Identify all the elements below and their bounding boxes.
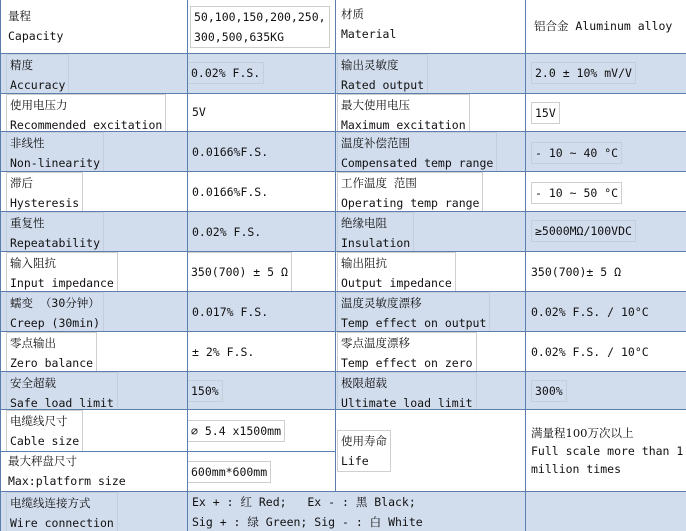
label-en: Accuracy bbox=[10, 78, 66, 92]
label-en: Cable size bbox=[10, 434, 80, 448]
label-en: Life bbox=[341, 454, 369, 468]
label-box bbox=[337, 292, 490, 331]
spec-row-accuracy bbox=[0, 54, 686, 94]
label-en: Insulation bbox=[341, 236, 411, 250]
value-cell bbox=[187, 252, 335, 291]
value-cell bbox=[525, 292, 686, 331]
label-en: Material bbox=[341, 27, 397, 41]
label-cn: 最大秤盘尺寸 bbox=[8, 454, 77, 468]
spec-row-repeatability bbox=[0, 212, 686, 252]
label-cell bbox=[0, 332, 187, 371]
spec-row-impedance bbox=[0, 252, 686, 292]
label-en: Max:platform size bbox=[8, 474, 126, 488]
value-text: 5V bbox=[192, 105, 206, 119]
value-cell bbox=[187, 492, 526, 531]
value-box: 0.02% F.S. bbox=[187, 62, 264, 84]
label-cn: 极限超载 bbox=[341, 376, 387, 390]
label-cn: 零点温度漂移 bbox=[341, 336, 410, 350]
label-cn: 滞后 bbox=[10, 176, 33, 190]
label-cell bbox=[0, 252, 187, 291]
label-cell bbox=[0, 492, 187, 531]
label-box bbox=[6, 292, 104, 331]
label-en: Non-linearity bbox=[10, 156, 101, 170]
label-cell bbox=[0, 410, 187, 451]
value-cell bbox=[187, 332, 335, 371]
label-cn: 电缆线连接方式 bbox=[10, 496, 91, 510]
label-en: Repeatability bbox=[10, 236, 101, 250]
value-cell bbox=[187, 132, 335, 171]
label-box bbox=[337, 212, 414, 251]
value-cell bbox=[187, 0, 335, 53]
value-line: million times bbox=[531, 462, 622, 476]
label-cn: 精度 bbox=[10, 58, 33, 72]
value-box: 300% bbox=[531, 380, 567, 402]
label-box bbox=[6, 54, 69, 93]
value-cell bbox=[525, 410, 686, 491]
label-cell bbox=[335, 172, 525, 211]
label-cell bbox=[0, 172, 187, 211]
value-line: Full scale more than 1 bbox=[531, 444, 684, 458]
label-en: Rated output bbox=[341, 78, 425, 92]
value-text: 350(700)± 5 Ω bbox=[531, 265, 622, 279]
label-cell bbox=[0, 372, 187, 409]
label-cn: 使用电压力 bbox=[10, 98, 68, 112]
label-cell bbox=[0, 94, 187, 131]
label-cell bbox=[0, 212, 187, 251]
label-en: Zero balance bbox=[10, 356, 94, 370]
label-box bbox=[337, 54, 428, 93]
label-en: Output impedance bbox=[341, 276, 452, 290]
label-cn: 工作温度 范围 bbox=[341, 176, 417, 190]
label-en: Wire connection bbox=[10, 516, 114, 530]
value-cell bbox=[187, 292, 335, 331]
label-en: Compensated temp range bbox=[341, 156, 494, 170]
label-cn: 安全超载 bbox=[10, 376, 56, 390]
label-en: Operating temp range bbox=[341, 196, 480, 210]
label-box bbox=[6, 332, 97, 371]
value-cell bbox=[525, 332, 686, 371]
value-line: 50,100,150,200,250, bbox=[194, 10, 326, 24]
label-cn: 重复性 bbox=[10, 216, 45, 230]
label-cell bbox=[335, 372, 525, 409]
value-cell bbox=[525, 252, 686, 291]
label-cell bbox=[335, 252, 525, 291]
value-cell bbox=[525, 94, 686, 131]
label-cn: 温度补偿范围 bbox=[341, 136, 410, 150]
label-cell bbox=[0, 451, 187, 492]
label-box bbox=[337, 94, 470, 131]
value-text: 铝合金 Aluminum alloy bbox=[534, 19, 673, 33]
label-cell bbox=[335, 132, 525, 171]
spec-row-excitation bbox=[0, 94, 686, 132]
value-cell bbox=[187, 410, 335, 451]
label-box bbox=[6, 492, 118, 531]
label-box bbox=[6, 94, 166, 131]
value-box: 2.0 ± 10% mV/V bbox=[531, 62, 636, 84]
value-text: ± 2% F.S. bbox=[192, 345, 255, 359]
label-en: Input impedance bbox=[10, 276, 114, 290]
spec-row-zero bbox=[0, 332, 686, 372]
value-text: 0.02% F.S. / 10°C bbox=[531, 345, 649, 359]
spec-row-nonlinearity bbox=[0, 132, 686, 172]
label-cn: 绝缘电阻 bbox=[341, 216, 387, 230]
spec-row-creep bbox=[0, 292, 686, 332]
spec-row-wire bbox=[0, 492, 686, 531]
label-cn: 非线性 bbox=[10, 136, 45, 150]
label-cell bbox=[335, 292, 525, 331]
value-cell bbox=[525, 54, 686, 93]
value-cell bbox=[187, 94, 335, 131]
label-en: Temp effect on zero bbox=[341, 356, 473, 370]
label-en: Maximum excitation bbox=[341, 118, 466, 131]
label-cell bbox=[335, 0, 525, 53]
label-box bbox=[6, 410, 83, 451]
value-cell bbox=[187, 451, 335, 492]
label-cn: 材质 bbox=[341, 7, 364, 21]
label-cn: 量程 bbox=[8, 9, 31, 23]
spec-row-hysteresis bbox=[0, 172, 686, 212]
label-cell bbox=[335, 410, 525, 491]
label-cn: 蠕变 （30分钟） bbox=[10, 296, 100, 310]
value-cell bbox=[187, 212, 335, 251]
value-text: 0.02% F.S. / 10°C bbox=[531, 305, 649, 319]
value-cell bbox=[187, 372, 335, 409]
value-text: 0.0166%F.S. bbox=[192, 145, 269, 159]
label-en: Recommended excitation bbox=[10, 118, 163, 131]
value-cell bbox=[525, 132, 686, 171]
label-cn: 最大使用电压 bbox=[341, 98, 410, 112]
label-cn: 温度灵敏度漂移 bbox=[341, 296, 422, 310]
value-box: ⌀ 5.4 x1500mm bbox=[187, 420, 285, 442]
label-en: Temp effect on output bbox=[341, 316, 487, 330]
value-cell bbox=[525, 172, 686, 211]
value-box bbox=[190, 6, 330, 48]
label-box bbox=[337, 252, 456, 291]
label-cell bbox=[335, 54, 525, 93]
label-box bbox=[337, 430, 391, 472]
grid-line bbox=[335, 0, 336, 492]
value-box: - 10 ~ 40 °C bbox=[531, 142, 622, 164]
grid-line bbox=[525, 0, 526, 531]
value-text: 0.02% F.S. bbox=[192, 225, 262, 239]
label-box bbox=[337, 332, 477, 371]
label-box bbox=[6, 372, 118, 409]
label-cell bbox=[0, 292, 187, 331]
value-box: 350(700) ± 5 Ω bbox=[187, 252, 292, 291]
value-text: 0.0166%F.S. bbox=[192, 185, 269, 199]
label-en: Hysteresis bbox=[10, 196, 80, 210]
label-cell bbox=[335, 212, 525, 251]
label-cn: 零点输出 bbox=[10, 336, 56, 350]
label-box bbox=[6, 132, 104, 171]
value-box: 150% bbox=[187, 380, 223, 402]
value-line: Ex + : 红 Red; Ex - : 黑 Black; bbox=[192, 495, 416, 509]
value-cell bbox=[525, 0, 686, 53]
value-box: 600mm*600mm bbox=[187, 461, 271, 483]
value-box: - 10 ~ 50 °C bbox=[531, 182, 622, 204]
label-en: Creep (30min) bbox=[10, 316, 101, 330]
spec-row-overload bbox=[0, 372, 686, 410]
grid-line bbox=[0, 451, 335, 452]
label-cn: 输入阻抗 bbox=[10, 256, 56, 270]
value-cell bbox=[525, 212, 686, 251]
value-box: ≥5000MΩ/100VDC bbox=[531, 220, 636, 242]
label-box bbox=[337, 372, 477, 409]
label-cn: 使用寿命 bbox=[341, 434, 387, 448]
label-cell bbox=[335, 94, 525, 131]
label-en: Capacity bbox=[8, 29, 64, 43]
label-en: Ultimate load limit bbox=[341, 396, 473, 409]
label-box bbox=[337, 172, 483, 211]
value-cell bbox=[187, 172, 335, 211]
label-cell bbox=[335, 332, 525, 371]
value-line: 300,500,635KG bbox=[194, 30, 285, 44]
value-cell bbox=[525, 372, 686, 409]
label-box bbox=[6, 252, 118, 291]
label-cell bbox=[0, 0, 187, 53]
spec-row-capacity bbox=[0, 0, 686, 54]
value-box: 15V bbox=[531, 102, 560, 124]
value-cell bbox=[187, 54, 335, 93]
label-cell bbox=[0, 54, 187, 93]
label-cell bbox=[0, 132, 187, 171]
label-box bbox=[6, 172, 83, 211]
value-line: 满量程100万次以上 bbox=[531, 426, 634, 440]
label-box bbox=[6, 212, 104, 251]
label-en: Safe load limit bbox=[10, 396, 114, 409]
label-cn: 输出灵敏度 bbox=[341, 58, 399, 72]
value-line: Sig + : 绿 Green; Sig - : 白 White bbox=[192, 515, 423, 529]
label-cn: 输出阻抗 bbox=[341, 256, 387, 270]
label-cn: 电缆线尺寸 bbox=[10, 414, 68, 428]
label-box bbox=[337, 132, 497, 171]
value-text: 0.017% F.S. bbox=[192, 305, 269, 319]
